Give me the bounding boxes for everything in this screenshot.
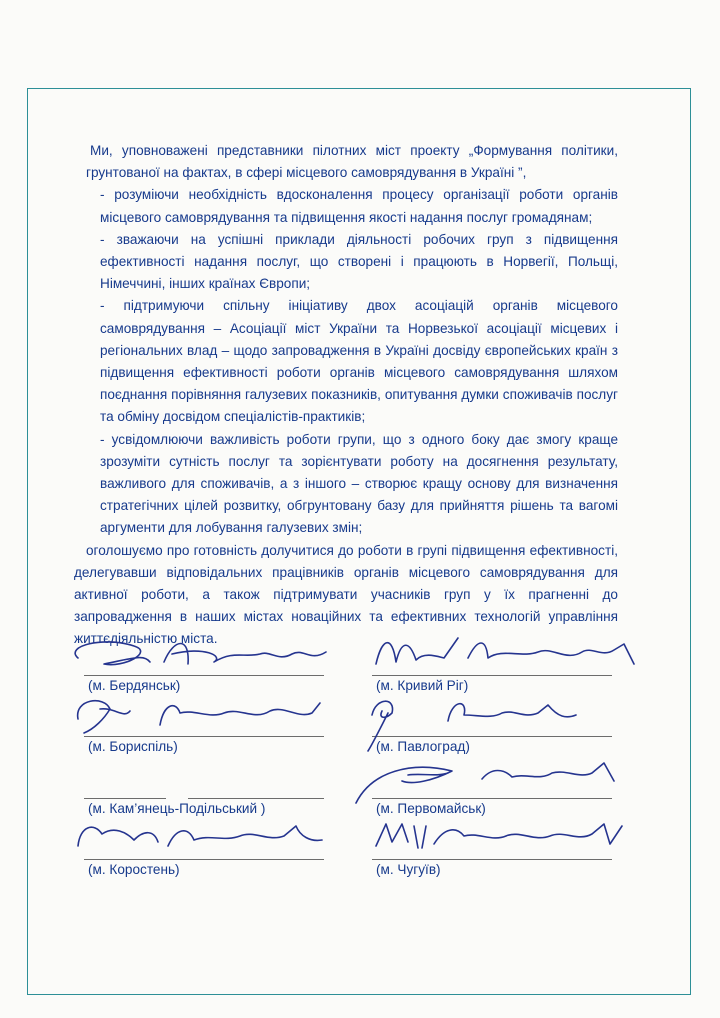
closing-paragraph: оголошуємо про готовність долучитися до роботи в групі підвищення ефективності, делегувавши відповідальних працівників органів місцевого самоврядування для активної роботи, а також підтримувати учасників груп у їх прагненні до запровадження в наших містах новаційних та ефективних технологій управління життєдіяльністю міста.	[74, 542, 618, 647]
list-item: - розуміючи необхідність вдосконалення процесу організації роботи органів місцевого самоврядування та підвищення якості надання послуг громадянам;	[100, 187, 618, 225]
list-item: - зважаючи на успішні приклади діяльності робочих груп з підвищення ефективності надання послуг, що створені і працюють в Норвегії, Польщі, Німеччині, інших країнах Європи;	[100, 231, 618, 292]
city-label: (м. Бердянськ)	[88, 678, 181, 693]
signature-block-korosten	[84, 826, 324, 886]
city-label: (м. Кам’янець-Подільський )	[88, 801, 266, 816]
signature-block-chuhuiv	[372, 826, 612, 886]
city-label: (м. Павлоград)	[376, 739, 470, 754]
city-label: (м. Чугуїв)	[376, 862, 441, 877]
city-label: (м. Первомайськ)	[376, 801, 486, 816]
list-item: - усвідомлюючи важливість роботи групи, що з одного боку дає змогу краще зрозуміти сутність послуг та зорієнтувати роботу на досягнення результату, важливого для споживачів, а з іншого – створює кращу основу для визначення стратегічних цілей розвитку, обгрунтовану базу для прийняття рішень та вагомі аргументи для лобування галузевих змін;	[100, 431, 618, 536]
city-label: (м. Кривий Ріг)	[376, 678, 469, 693]
list-item: - підтримуючи спільну ініціативу двох асоціацій органів місцевого самоврядування – Асоціації міст України та Норвезької асоціації місцевих і регіональних влад – щодо запровадження в Україні досвіду європейських країн з підвищення ефективності роботи органів місцевого самоврядування шляхом поєднання порівняння галузевих показників, опитування думки споживачів послуг та обміну досвідом спеціалістів-практиків;	[100, 298, 618, 425]
declaration-text	[74, 140, 618, 651]
signature-line	[188, 798, 324, 799]
signature-line	[84, 798, 166, 799]
city-label: (м. Коростень)	[88, 862, 180, 877]
intro-paragraph: Ми, уповноважені представники пілотних міст проекту „Формування політики, грунтованої на фактах, в сфері місцевого самоврядування в Україні ”,	[86, 143, 618, 181]
city-label: (м. Бориспіль)	[88, 739, 178, 754]
signature-block-boryspil	[84, 703, 324, 763]
